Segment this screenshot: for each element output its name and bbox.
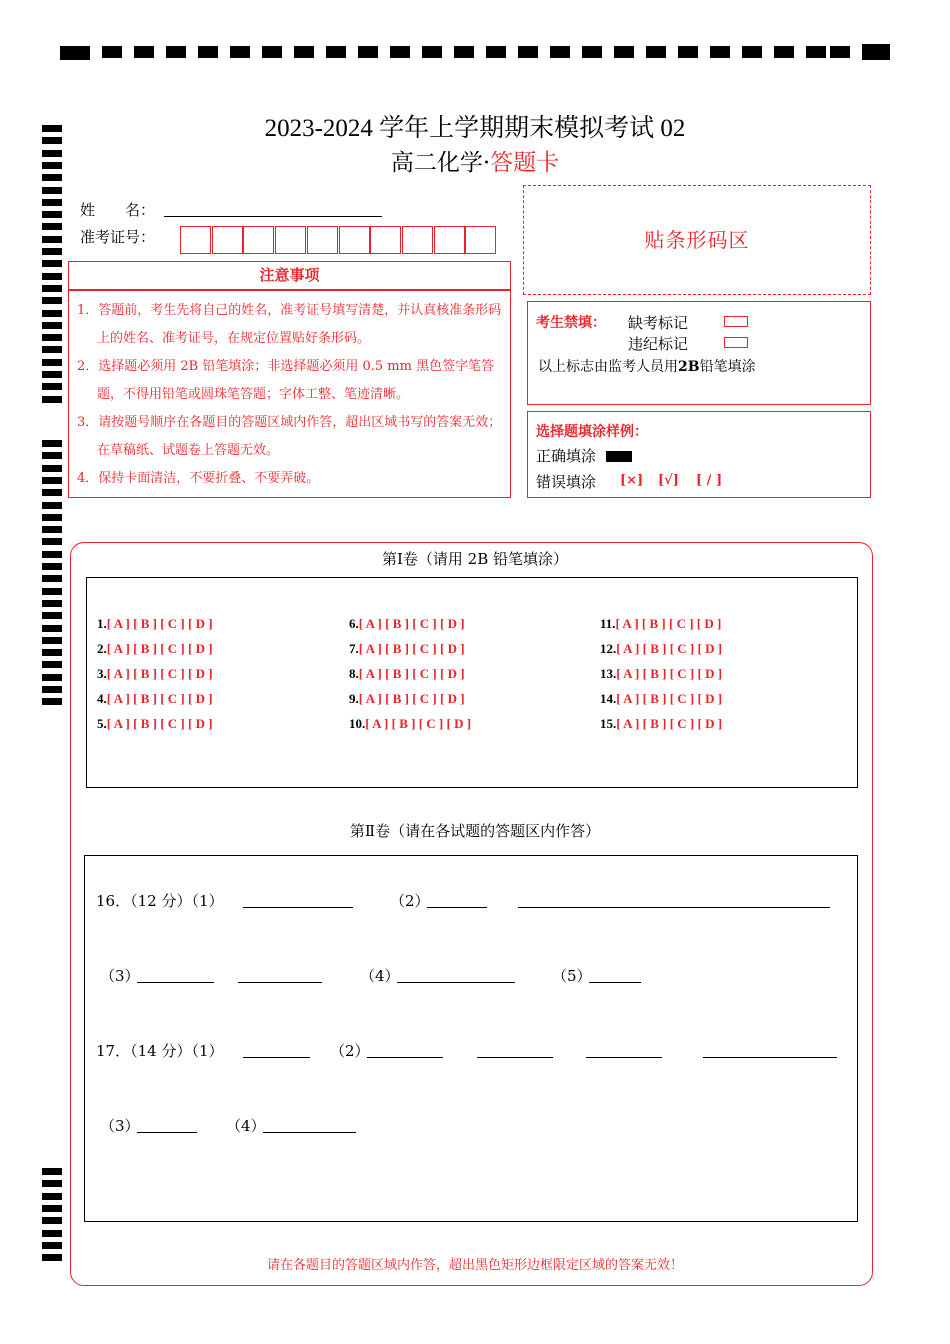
q17-part4: （4） <box>226 1117 266 1135</box>
wrong-mark-check: [√] <box>658 473 679 488</box>
mc-question-number: 3. <box>97 666 107 681</box>
absent-label: 缺考标记 <box>628 314 689 332</box>
mc-question-row[interactable] <box>600 616 721 632</box>
prohibited-box <box>527 301 871 405</box>
timing-mark <box>42 248 62 255</box>
barcode-label: 贴条形码区 <box>644 228 750 252</box>
q17-blank-2d[interactable] <box>703 1057 837 1058</box>
timing-mark <box>42 526 62 533</box>
note-prefix: 以上标志由监考人员用 <box>538 359 678 375</box>
timing-mark <box>42 260 62 267</box>
title-dot: · <box>482 150 491 176</box>
timing-mark <box>42 625 62 632</box>
timing-mark <box>42 273 62 280</box>
barcode-area <box>523 185 871 295</box>
timing-mark <box>42 371 62 378</box>
absent-checkbox[interactable] <box>724 316 748 327</box>
notice-item: 3．请按题号顺序在各题目的答题区域内作答，超出区域书写的答案无效；在草稿纸、试题卷上答题无效。 <box>77 415 502 458</box>
timing-mark <box>42 465 62 472</box>
notice-item: 4．保持卡面清洁，不要折叠、不要弄破。 <box>77 471 320 486</box>
mc-question-row[interactable] <box>97 616 213 632</box>
name-label: 姓 名： <box>80 201 156 219</box>
timing-mark <box>42 211 62 218</box>
timing-mark <box>42 285 62 292</box>
mc-question-number: 12. <box>600 641 617 656</box>
q16-blank-4[interactable] <box>397 982 515 983</box>
timing-mark <box>42 187 62 194</box>
prohibited-note <box>538 356 756 376</box>
timing-mark <box>42 502 62 509</box>
sample-box <box>527 411 871 498</box>
mc-options[interactable]: [ A ] [ B ] [ C ] [ D ] <box>616 691 723 706</box>
section1-title: 第Ⅰ卷（请用 2B 铅笔填涂） <box>381 550 569 568</box>
mc-question-row[interactable] <box>349 716 471 732</box>
timing-mark <box>42 297 62 304</box>
section2-title: 第Ⅱ卷（请在各试题的答题区内作答） <box>349 822 601 840</box>
mc-options[interactable]: [ A ] [ B ] [ C ] [ D ] <box>106 691 213 706</box>
id-digit-box[interactable] <box>180 226 211 254</box>
timing-mark <box>42 236 62 243</box>
mc-options[interactable]: [ A ] [ B ] [ C ] [ D ] <box>106 641 213 656</box>
id-digit-box[interactable] <box>212 226 243 254</box>
mc-options[interactable]: [ A ] [ B ] [ C ] [ D ] <box>358 641 465 656</box>
timing-mark <box>42 649 62 656</box>
mc-question-number: 7. <box>349 641 359 656</box>
timing-mark <box>42 1242 62 1249</box>
q16-blank-3b[interactable] <box>238 982 322 983</box>
timing-mark <box>42 489 62 496</box>
mc-question-number: 2. <box>97 641 107 656</box>
timing-mark <box>42 223 62 230</box>
notice-title: 注意事项 <box>259 266 320 284</box>
q17-blank-4[interactable] <box>263 1132 356 1133</box>
mc-options[interactable]: [ A ] [ B ] [ C ] [ D ] <box>106 666 213 681</box>
mc-options[interactable]: [ A ] [ B ] [ C ] [ D ] <box>616 641 723 656</box>
wrong-mark-x: [×] <box>620 473 644 488</box>
q16-blank-5[interactable] <box>589 982 641 983</box>
timing-mark <box>42 600 62 607</box>
mc-question-row[interactable] <box>97 666 213 682</box>
timing-mark <box>42 1217 62 1224</box>
mc-question-row[interactable] <box>349 616 465 632</box>
wrong-mark-slash: [ / ] <box>696 473 723 488</box>
timing-mark <box>42 199 62 206</box>
note-bold: 2B <box>678 359 700 375</box>
q17-label: 17．（14 分）（1） <box>96 1042 224 1060</box>
q17-blank-2b[interactable] <box>477 1057 553 1058</box>
timing-mark <box>42 1205 62 1212</box>
correct-label: 正确填涂 <box>536 447 597 465</box>
notice-list <box>77 297 505 493</box>
id-digit-box[interactable] <box>370 226 401 254</box>
mc-question-row[interactable] <box>600 666 722 682</box>
mc-question-number: 8. <box>349 666 359 681</box>
mc-question-row[interactable] <box>600 691 722 707</box>
mc-question-row[interactable] <box>97 641 213 657</box>
q16-part5: （5） <box>552 967 592 985</box>
q16-blank-3a[interactable] <box>137 982 214 983</box>
timing-mark <box>42 612 62 619</box>
timing-mark <box>42 575 62 582</box>
q17-part2: （2） <box>330 1042 370 1060</box>
q16-part3: （3） <box>100 967 140 985</box>
timing-mark <box>42 698 62 705</box>
timing-mark <box>42 477 62 484</box>
id-digit-box[interactable] <box>275 226 306 254</box>
notice-item: 2．选择题必须用 2B 铅笔填涂；非选择题必须用 0.5 mm 黑色签字笔答题，不得用铅笔或圆珠笔答题；字体工整、笔迹清晰。 <box>77 359 495 402</box>
timing-mark <box>42 1180 62 1187</box>
mc-options[interactable]: [ A ] [ B ] [ C ] [ D ] <box>615 616 722 631</box>
q16-part2: （2） <box>390 892 430 910</box>
id-digit-box[interactable] <box>402 226 433 254</box>
timing-mark <box>42 674 62 681</box>
exam-title: 2023-2024 学年上学期期末模拟考试 02 <box>264 115 686 142</box>
timing-mark <box>42 686 62 693</box>
section1-box <box>86 577 858 788</box>
notice-item: 1．答题前，考生先将自己的姓名，准考证号填写清楚，并认真核准条形码上的姓名、准考证号，在规定位置贴好条形码。 <box>77 303 502 346</box>
sample-title: 选择题填涂样例： <box>536 424 648 440</box>
mc-question-row[interactable] <box>600 641 722 657</box>
mc-options[interactable]: [ A ] [ B ] [ C ] [ D ] <box>358 616 465 631</box>
q16-part4: （4） <box>360 967 400 985</box>
mc-question-row[interactable] <box>349 641 465 657</box>
id-digit-box[interactable] <box>434 226 465 254</box>
mc-question-number: 13. <box>600 666 617 681</box>
mc-options[interactable]: [ A ] [ B ] [ C ] [ D ] <box>616 716 723 731</box>
mc-options[interactable]: [ A ] [ B ] [ C ] [ D ] <box>106 716 213 731</box>
timing-mark <box>42 538 62 545</box>
violation-label: 违纪标记 <box>628 335 689 353</box>
timing-mark <box>42 1168 62 1175</box>
timing-mark <box>42 440 62 447</box>
timing-mark <box>42 452 62 459</box>
mc-question-number: 5. <box>97 716 107 731</box>
q16-blank-1[interactable] <box>243 907 353 908</box>
q17-blank-2c[interactable] <box>586 1057 662 1058</box>
q16-blank-2b[interactable] <box>518 907 830 908</box>
note-suffix: 铅笔填涂 <box>699 359 756 375</box>
footer-warning: 请在各题目的答题区域内作答，超出黑色矩形边框限定区域的答案无效！ <box>266 1258 683 1273</box>
q17-part3: （3） <box>100 1117 140 1135</box>
violation-checkbox[interactable] <box>724 337 748 348</box>
timing-mark <box>42 514 62 521</box>
correct-fill-sample <box>606 451 632 462</box>
q16-blank-2a[interactable] <box>427 907 487 908</box>
mc-question-row[interactable] <box>97 716 213 732</box>
mc-options[interactable]: [ A ] [ B ] [ C ] [ D ] <box>358 691 465 706</box>
name-field[interactable] <box>164 216 382 217</box>
mc-question-row[interactable] <box>349 666 465 682</box>
mc-options[interactable]: [ A ] [ B ] [ C ] [ D ] <box>365 716 472 731</box>
notice-header <box>68 261 511 290</box>
timing-mark <box>42 334 62 341</box>
answer-card-label: 答题卡 <box>490 150 560 176</box>
mc-question-number: 10. <box>349 716 366 731</box>
id-label: 准考证号： <box>80 228 156 246</box>
timing-mark <box>42 1193 62 1200</box>
q17-blank-1[interactable] <box>243 1057 310 1058</box>
timing-mark <box>42 359 62 366</box>
mc-question-row[interactable] <box>600 716 722 732</box>
mc-question-number: 11. <box>600 616 616 631</box>
timing-mark <box>42 1230 62 1237</box>
mc-question-number: 1. <box>97 616 107 631</box>
timing-mark <box>42 661 62 668</box>
mc-question-number: 6. <box>349 616 359 631</box>
mc-options[interactable]: [ A ] [ B ] [ C ] [ D ] <box>106 616 213 631</box>
mc-question-number: 14. <box>600 691 617 706</box>
id-digit-box[interactable] <box>465 226 496 254</box>
mc-question-number: 15. <box>600 716 617 731</box>
mc-options[interactable]: [ A ] [ B ] [ C ] [ D ] <box>358 666 465 681</box>
id-digit-box[interactable] <box>339 226 370 254</box>
q16-label: 16．（12 分）（1） <box>96 892 224 910</box>
timing-mark <box>42 383 62 390</box>
timing-mark <box>42 346 62 353</box>
timing-mark <box>42 322 62 329</box>
subject-label: 高二化学 <box>390 150 483 176</box>
q17-blank-3[interactable] <box>137 1132 197 1133</box>
mc-question-row[interactable] <box>97 691 213 707</box>
mc-options[interactable]: [ A ] [ B ] [ C ] [ D ] <box>616 666 723 681</box>
subtitle <box>0 144 950 177</box>
id-digit-box[interactable] <box>243 226 274 254</box>
notice-box <box>68 290 511 498</box>
timing-mark <box>42 637 62 644</box>
mc-question-number: 9. <box>349 691 359 706</box>
timing-mark <box>42 310 62 317</box>
q17-blank-2a[interactable] <box>367 1057 443 1058</box>
mc-question-row[interactable] <box>349 691 465 707</box>
prohibited-title: 考生禁填： <box>536 315 606 331</box>
timing-mark <box>42 396 62 403</box>
timing-mark <box>42 588 62 595</box>
id-digit-box[interactable] <box>307 226 338 254</box>
mc-question-number: 4. <box>97 691 107 706</box>
wrong-label: 错误填涂 <box>536 473 597 491</box>
